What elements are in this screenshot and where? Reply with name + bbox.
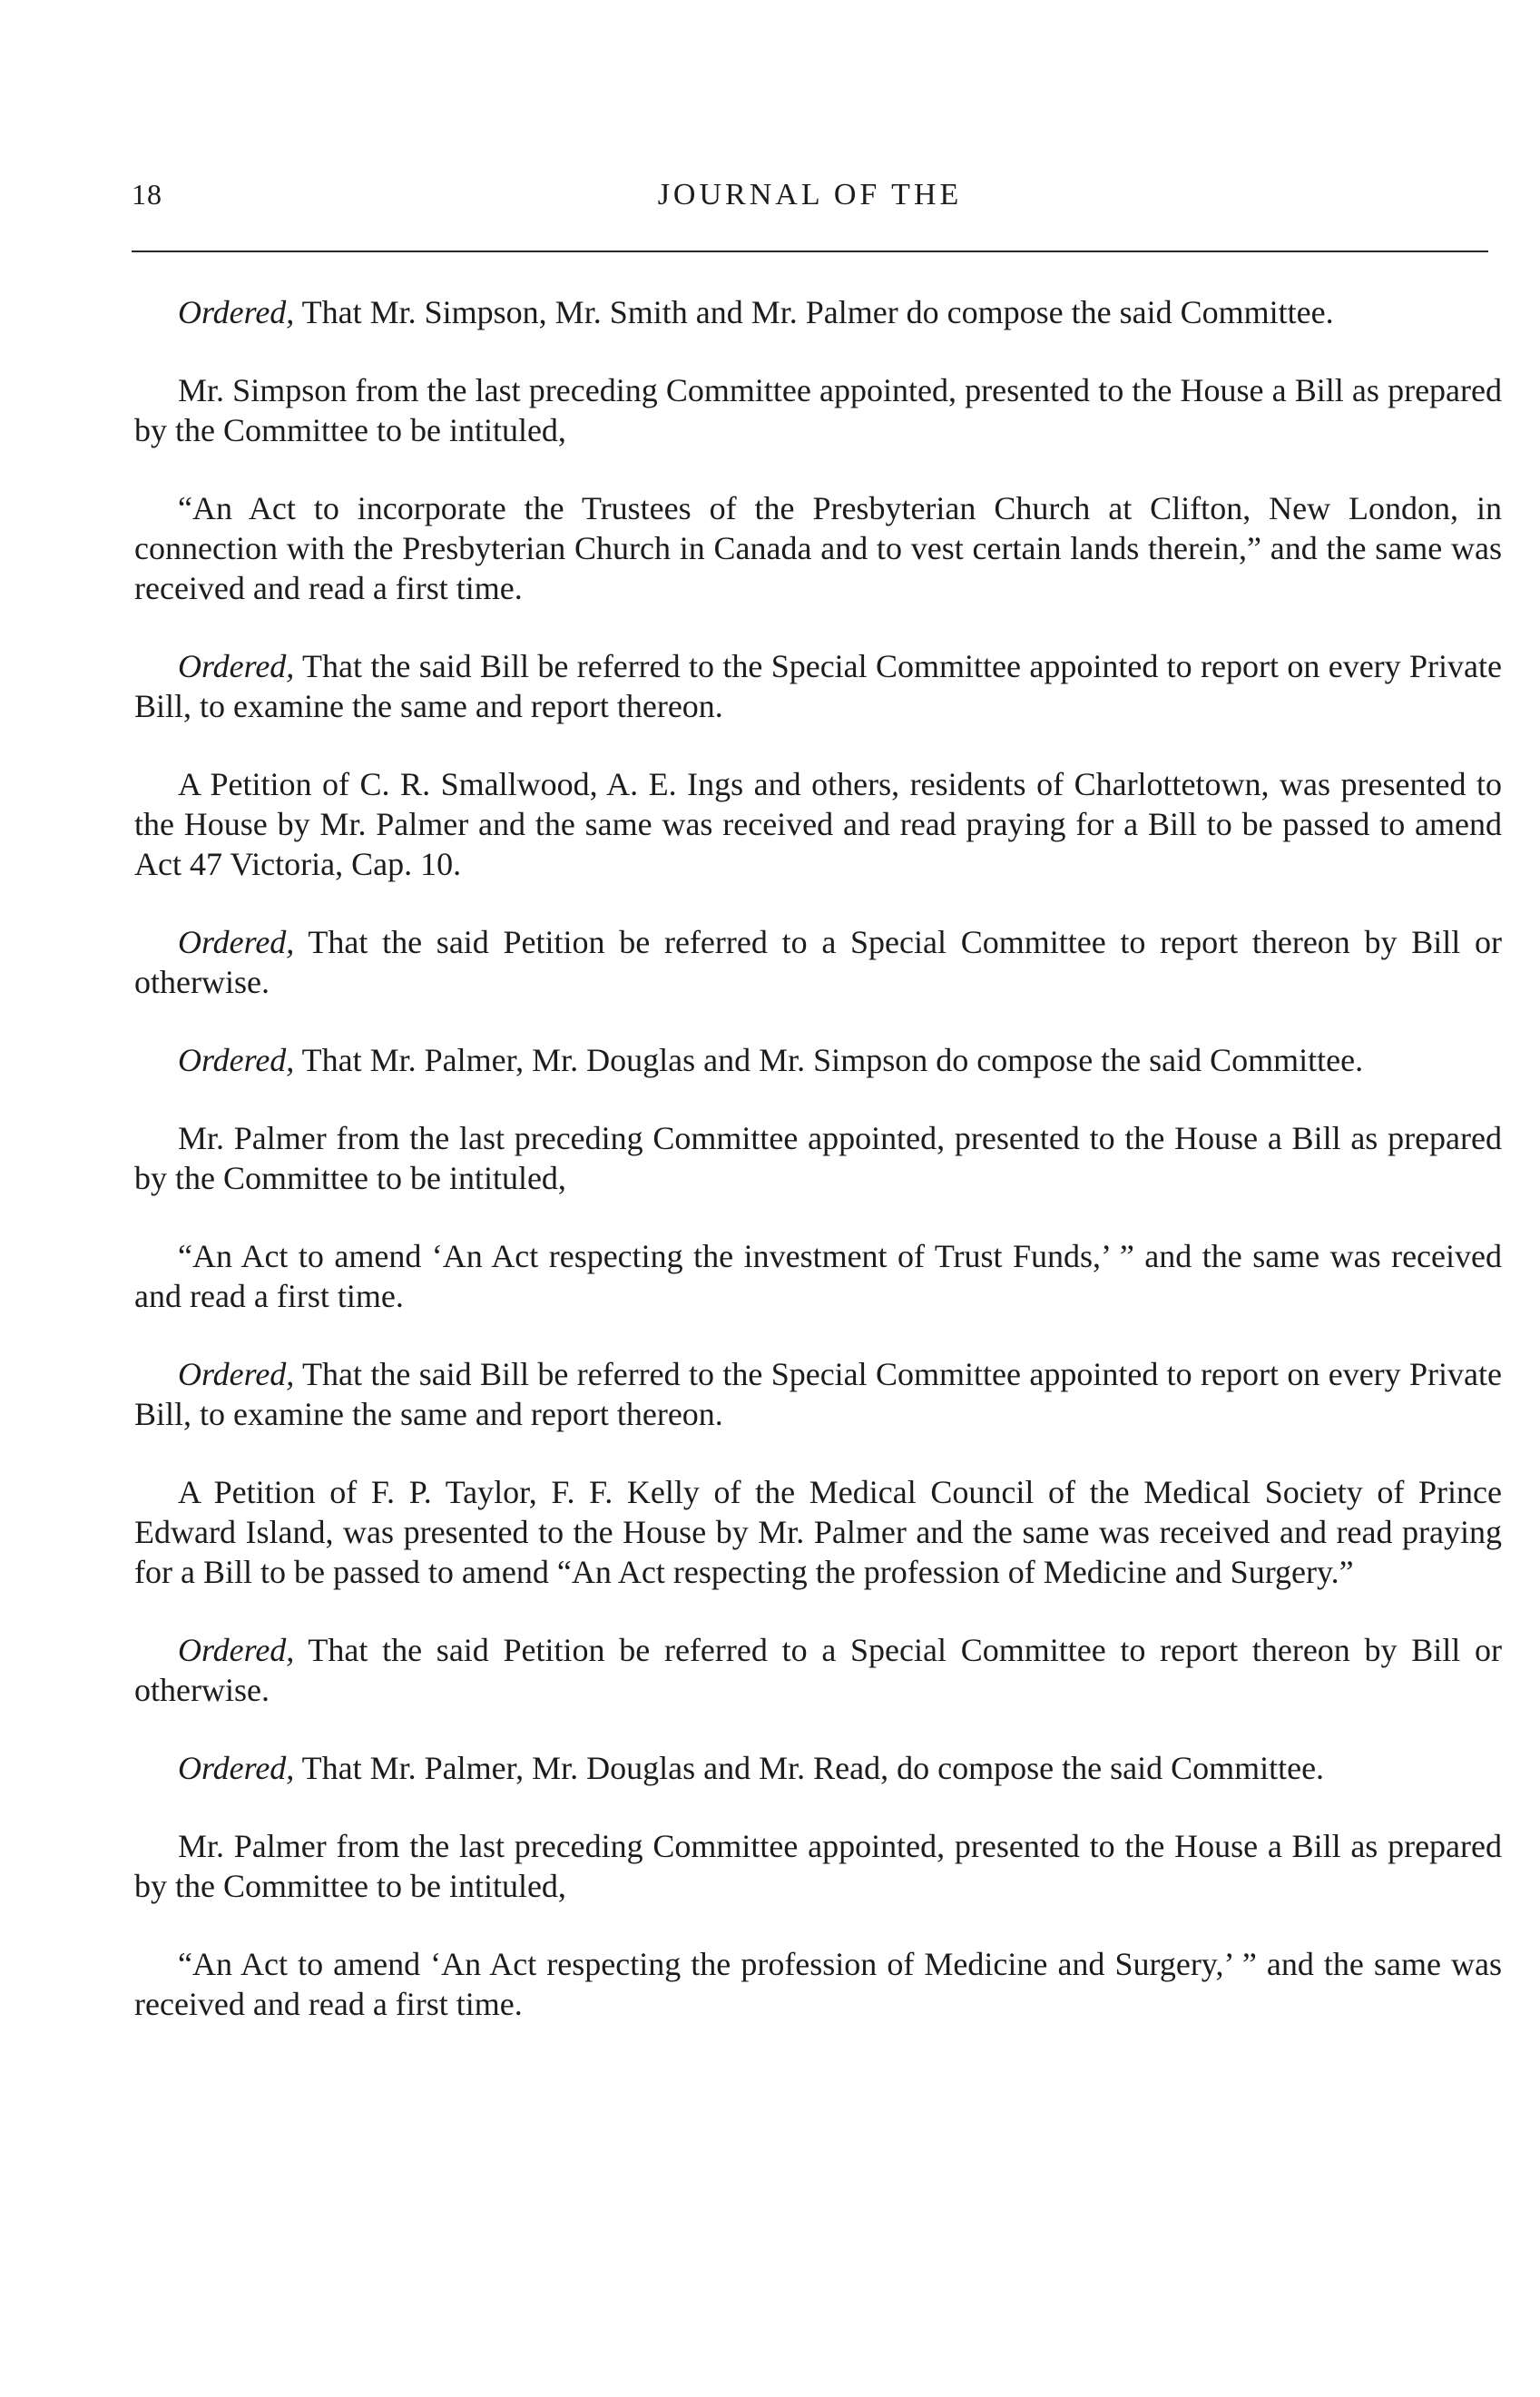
paragraph-ordered-committee-palmer — [134, 1040, 1502, 1080]
paragraph-lead: Ordered, — [178, 1750, 295, 1786]
journal-body — [134, 292, 1502, 2062]
paragraph-palmer-bill-presented — [134, 1118, 1502, 1198]
paragraph-lead: Ordered, — [178, 1356, 295, 1392]
paragraph-text: “An Act to incorporate the Trustees of the Presbyterian Church at Clifton, New London, in connection with the Presbyterian Church in Canada and to vest certain lands therein,” and the same was received and read a first time. — [134, 490, 1502, 606]
paragraph-lead: Ordered, — [178, 294, 295, 330]
paragraph-text: That Mr. Palmer, Mr. Douglas and Mr. Simpson do compose the said Committee. — [294, 1042, 1364, 1078]
paragraph-text: Mr. Palmer from the last preceding Committee appointed, presented to the House a Bill as prepared by the Committee to be intituled, — [134, 1120, 1502, 1196]
paragraph-taylor-kelly-petition — [134, 1472, 1502, 1592]
page-number: 18 — [132, 178, 162, 211]
paragraph-ordered-bill-referred-2 — [134, 1354, 1502, 1434]
paragraph-lead: Ordered, — [178, 1042, 295, 1078]
paragraph-text: Mr. Simpson from the last preceding Committee appointed, presented to the House a Bill as prepared by the Committee to be intituled, — [134, 372, 1502, 448]
paragraph-ordered-bill-referred — [134, 646, 1502, 726]
paragraph-text: “An Act to amend ‘An Act respecting the investment of Trust Funds,’ ” and the same was received and read a first time. — [134, 1238, 1502, 1314]
paragraph-lead: Ordered, — [178, 648, 295, 684]
paragraph-ordered-committee-read — [134, 1748, 1502, 1788]
paragraph-text: That Mr. Simpson, Mr. Smith and Mr. Palmer do compose the said Committee. — [294, 294, 1334, 330]
paragraph-text: That the said Bill be referred to the Special Committee appointed to report on every Private Bill, to examine the same and report thereon. — [134, 648, 1502, 724]
paragraph-medicine-act-title — [134, 1944, 1502, 2024]
header-rule — [132, 251, 1488, 252]
paragraph-lead: Ordered, — [178, 924, 295, 960]
paragraph-smallwood-petition — [134, 764, 1502, 884]
paragraph-ordered-petition-referred — [134, 922, 1502, 1002]
paragraph-text: That Mr. Palmer, Mr. Douglas and Mr. Read, do compose the said Committee. — [294, 1750, 1325, 1786]
paragraph-trust-funds-act-title — [134, 1236, 1502, 1316]
paragraph-text: That the said Petition be referred to a Special Committee to report thereon by Bill or otherwise. — [134, 1632, 1502, 1708]
paragraph-text: Mr. Palmer from the last preceding Committee appointed, presented to the House a Bill as prepared by the Committee to be intituled, — [134, 1828, 1502, 1904]
paragraph-simpson-bill-presented — [134, 370, 1502, 450]
paragraph-ordered-petition-referred-2 — [134, 1630, 1502, 1710]
running-title: JOURNAL OF THE — [657, 178, 963, 211]
paragraph-text: A Petition of C. R. Smallwood, A. E. Ings and others, residents of Charlottetown, was presented to the House by Mr. Palmer and the same was received and read praying for a Bill to be passed to amend Act 47 Victoria, Cap. 10. — [134, 766, 1502, 882]
paragraph-text: A Petition of F. P. Taylor, F. F. Kelly of the Medical Council of the Medical Society of Prince Edward Island, was presented to the House by Mr. Palmer and the same was received and read praying for a Bill to be passed to amend “An Act respecting the profession of Medicine and Surgery.” — [134, 1474, 1502, 1590]
paragraph-text: “An Act to amend ‘An Act respecting the profession of Medicine and Surgery,’ ” and the same was received and read a first time. — [134, 1946, 1502, 2022]
paragraph-presbyterian-act-title — [134, 488, 1502, 608]
paragraph-text: That the said Bill be referred to the Special Committee appointed to report on every Private Bill, to examine the same and report thereon. — [134, 1356, 1502, 1432]
page-header — [132, 178, 1488, 232]
paragraph-palmer-bill-presented-2 — [134, 1826, 1502, 1906]
paragraph-text: That the said Petition be referred to a Special Committee to report thereon by Bill or otherwise. — [134, 924, 1502, 1000]
paragraph-lead: Ordered, — [178, 1632, 295, 1668]
paragraph-ordered-committee-simpson — [134, 292, 1502, 332]
